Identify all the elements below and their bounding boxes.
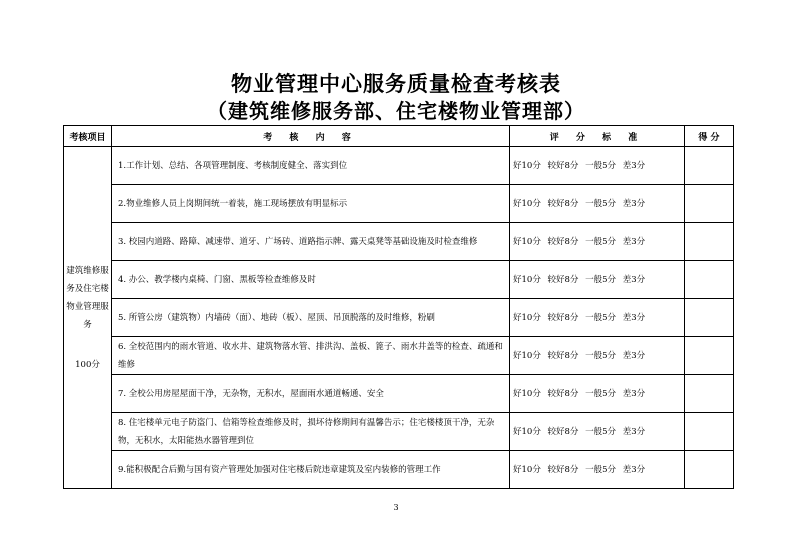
row-criteria: 好10分 较好8分 一般5分 差3分: [510, 147, 685, 185]
row-criteria: 好10分 较好8分 一般5分 差3分: [510, 299, 685, 337]
score-cell[interactable]: [685, 451, 734, 489]
header-score: 得 分: [685, 126, 734, 147]
score-cell[interactable]: [685, 185, 734, 223]
table-row: [64, 147, 734, 185]
table-row: [64, 299, 734, 337]
header-content: 考 核 内 容: [112, 126, 510, 147]
table-row: [64, 337, 734, 375]
score-cell[interactable]: [685, 413, 734, 451]
table-row: [64, 451, 734, 489]
score-cell[interactable]: [685, 223, 734, 261]
header-row: [64, 126, 734, 147]
row-content: 8. 住宅楼单元电子防盗门、信箱等检查维修及时，损坏待修期间有温馨告示；住宅楼楼顶干净，无杂物，无积水，太阳能热水器管理到位: [112, 413, 510, 451]
row-criteria: 好10分 较好8分 一般5分 差3分: [510, 337, 685, 375]
table-row: [64, 261, 734, 299]
row-content: 9.能积极配合后勤与国有资产管理处加强对住宅楼后院违章建筑及室内装修的管理工作: [112, 451, 510, 489]
category-label: 建筑维修服务及住宅楼物业管理服务: [66, 265, 109, 330]
page-subtitle: （建筑维修服务部、住宅楼物业管理部）: [207, 99, 585, 123]
row-criteria: 好10分 较好8分 一般5分 差3分: [510, 261, 685, 299]
row-criteria: 好10分 较好8分 一般5分 差3分: [510, 185, 685, 223]
score-cell[interactable]: [685, 299, 734, 337]
row-criteria: 好10分 较好8分 一般5分 差3分: [510, 223, 685, 261]
score-cell[interactable]: [685, 337, 734, 375]
row-content: 7. 全校公用房屋屋面干净，无杂物，无积水，屋面雨水通道畅通、安全: [112, 375, 510, 413]
row-criteria: 好10分 较好8分 一般5分 差3分: [510, 451, 685, 489]
category-score: 100分: [75, 359, 100, 370]
page-title: 物业管理中心服务质量检查考核表: [231, 72, 561, 96]
row-criteria: 好10分 较好8分 一般5分 差3分: [510, 375, 685, 413]
score-cell[interactable]: [685, 147, 734, 185]
row-content: 5. 所管公房（建筑物）内墙砖（面）、地砖（板）、屋顶、吊顶脱落的及时维修，粉刷: [112, 299, 510, 337]
row-content: 6. 全校范围内的雨水管道、收水井、建筑物落水管、排洪沟、盖板、篦子、雨水井盖等的检查、疏通和维修: [112, 337, 510, 375]
score-cell[interactable]: [685, 375, 734, 413]
table-row: [64, 413, 734, 451]
row-content: 4. 办公、教学楼内桌椅、门窗、黑板等检查维修及时: [112, 261, 510, 299]
table-row: [64, 185, 734, 223]
category-cell: [64, 147, 112, 489]
table-row: [64, 223, 734, 261]
row-criteria: 好10分 较好8分 一般5分 差3分: [510, 413, 685, 451]
table-row: [64, 375, 734, 413]
row-content: 3. 校园内道路、路障、减速带、道牙、广场砖、道路指示牌、露天桌凳等基础设施及时检查维修: [112, 223, 510, 261]
header-item: 考核项目: [64, 126, 112, 147]
row-content: 2.物业维修人员上岗期间统一着装，施工现场摆放有明显标示: [112, 185, 510, 223]
score-cell[interactable]: [685, 261, 734, 299]
assessment-table: [63, 125, 734, 489]
row-content: 1.工作计划、总结、各项管理制度、考核制度健全、落实到位: [112, 147, 510, 185]
header-criteria: 评 分 标 准: [510, 126, 685, 147]
page-number: 3: [393, 503, 399, 512]
